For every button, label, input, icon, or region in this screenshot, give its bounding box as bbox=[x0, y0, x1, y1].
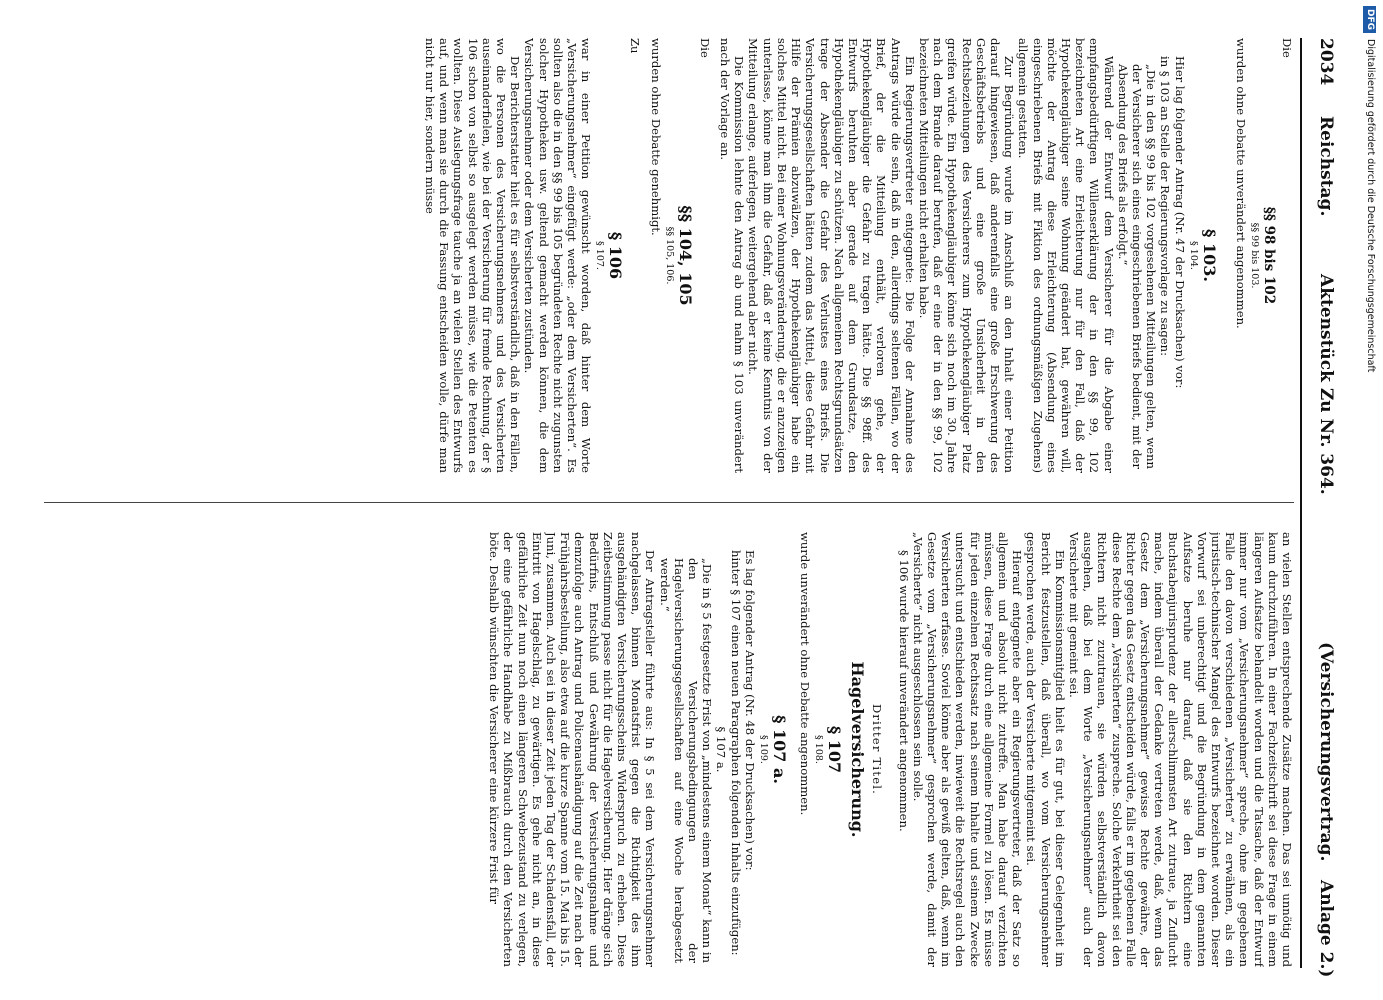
dfg-logo: DFG bbox=[1363, 6, 1376, 33]
digitization-credit bbox=[1362, 6, 1378, 996]
paragraph: Ein Kommissionsmitglied hielt es für gut, bei dieser Gelegenheit im Bericht festzustellen, daß überall, wo vom Versicherungsnehmer gesprochen werde, auch der Versicherte mitgemeint sei. bbox=[1024, 532, 1067, 967]
section-heading: §§ 104, 105 bbox=[675, 205, 695, 306]
left-column bbox=[44, 38, 1294, 473]
paragraph: Zur Begründung wurde im Anschluß an den Inhalt einer Petition darauf hingewiesen, daß anderenfalls eine große Erschwerung des Geschäftsbetriebs und eine große Unsicherheit in den Rechtsbeziehungen des Versicherers zum Hypothekengläubiger Platz greifen würde. Ein Hypothekengläubiger könne sich noch im 30. Jahre nach dem Brande darauf berufen, daß er eine der in den §§ 99, 102 bezeichneten Mitteilungen nicht erhalten habe. bbox=[916, 38, 1017, 473]
right-column bbox=[44, 532, 1294, 967]
section-reference: § 107. bbox=[594, 241, 606, 270]
page-number: 2034 bbox=[1316, 38, 1336, 86]
header-center-title: Aktenstück Zu Nr. 364. bbox=[1316, 274, 1336, 495]
paragraph: Die Kommission lehnte den Antrag ab und nahm § 103 unverändert nach der Vorlage an. bbox=[718, 38, 747, 473]
title-label: Dritter Titel. bbox=[870, 703, 885, 796]
paragraph: Die bbox=[1280, 38, 1294, 58]
paragraph: war in einer Petition gewünscht worden, daß hinter dem Worte „Versicherungsnehmer“ eingefügt werde: „oder dem Versicherten“. Es sollten also die in den §§ 99 bis 105 begründeten Rechte nicht zugunsten solcher Hypotheken usw. geltend gemacht werden können, die dem Versicherungsnehmer oder dem Versicherten zustünden. bbox=[522, 38, 594, 473]
header-annex: Anlage 2.) bbox=[1316, 880, 1336, 978]
quotation: „Die in den §§ 99 bis 102 vorgesehenen Mitteilungen gelten, wenn der Versicherer sich eines eingeschriebenen Briefs bedient, mit der Absendung des Briefs als erfolgt.“ bbox=[1115, 64, 1159, 469]
header-left-title: Reichstag. bbox=[1316, 116, 1336, 217]
rotated-document-page bbox=[40, 38, 1340, 978]
paragraph: Der Antragsteller führte aus: In § 5 sei dem Versicherungsnehmer nachgelassen, binnen Monatsfrist gegen die Richtigkeit des ihm ausgehändigten Versicherungsscheins Widerspruch zu erheben. Diese Zeitbestimmung passe nicht für die Hagelversicherung. Hier dränge sich Bedürfnis, Entschluß und Gewährung der Versicherungsnahme und demzufolge auch Antrag und Policenaushändigung auf die Zeit nach der Frühjahrsbestellung, also etwa auf die kurze Spanne vom 15. Mai bis 15. Juni, zusammen. Auch sei in dieser Zeit jeden Tag der Schadensfall, der Eintritt von Hagelschlag, zu gewärtigen. Es gehe nicht an, in diese gefährliche Zeit nun noch einen längeren Schwebezustand zu verlegen, der eine gefährliche Handhabe zu Mißbrauch durch den Versicherten böte. Deshalb wünschten die Versicherer eine kürzere Frist für bbox=[487, 532, 658, 967]
section-reference: § 109. bbox=[757, 735, 769, 764]
section-reference: §§ 99 bis 103. bbox=[1248, 222, 1260, 289]
paragraph: wurden ohne Debatte genehmigt. bbox=[648, 38, 663, 236]
quote-reference: § 107 a. bbox=[714, 726, 729, 773]
quotation: „Die in § 5 festgesetzte Frist von „mindestens einem Monat“ kann in den Versicherungsbedingungen der Hagelversicherungsgesellschaften auf eine Woche herabgesetzt werden.“ bbox=[657, 558, 715, 963]
running-header bbox=[1306, 38, 1340, 978]
paragraph: Der Berichterstatter hielt es für selbstverständlich, daß in den Fällen, wo die Personen des Versicherungsnehmers und des Versicherten auseinanderfielen, wie bei der Versicherung für fremde Rechnung, der § 106 schon von selbst so ausgelegt werden müsse, wie die Petenten es wollten. Diese Auslegungsfrage tauche ja an vielen Stellen des Entwurfs auf, und wenn man sie durch die Fassung entscheiden wolle, dürfe man nicht nur hier, sondern müsse bbox=[423, 38, 523, 473]
title-name: Hagelversicherung. bbox=[848, 661, 868, 838]
paragraph: Die bbox=[697, 38, 712, 58]
paragraph: Hier lag folgender Antrag (Nr. 47 der Drucksachen) vor: bbox=[1172, 56, 1187, 389]
paragraph: Ein Regierungsvertreter entgegnete: Die Folge der Annahme des Antrags würde die sein, daß in den, allerdings seltenen Fällen, wo der Brief, der die Mitteilung enthält, verloren gehe, der Hypothekengläubiger die Gefahr zu tragen hätte. Die §§ 98ff. des Entwurfs beruhten aber gerade auf dem Grundsatze, den Hypothekengläubiger zu schützen. Nach allgemeinen Rechtsgrundsätzen trage der Absender die Gefahr des Verlustes eines Briefs. Die Versicherungsgesellschaften hätten zudem das Mittel, diese Gefahr mit Hilfe der Prämien abzuwälzen, der Hypothekengläubiger habe ein solches Mittel nicht. Bei einer Wohnungsveränderung, die er anzuzeigen unterlasse, könne man ihm die Gefahr, daß er keine Kenntnis von der Mitteilung erlange, auferlegen, weitergehend aber nicht. bbox=[746, 38, 917, 473]
paragraph: wurde unverändert ohne Debatte angenommen. bbox=[798, 532, 813, 816]
section-heading: § 106 bbox=[606, 231, 626, 280]
section-heading: § 103. bbox=[1199, 229, 1219, 282]
header-rule bbox=[1300, 38, 1302, 968]
header-right-title: (Versicherungsvertrag. bbox=[1316, 642, 1336, 862]
section-heading: § 107 bbox=[825, 725, 845, 774]
paragraph: § 106 wurde hierauf unverändert angenommen. bbox=[896, 550, 911, 832]
paragraph: Zu bbox=[628, 38, 643, 54]
section-reference: § 104. bbox=[1187, 241, 1199, 270]
paragraph: Hierauf entgegnete aber ein Regierungsvertreter, daß der Satz so allgemein und absolut nicht zutreffe. Man habe darauf verzichten müssen, diese Frage durch eine allgemeine Formel zu lösen. Es müsse für jeden einzelnen Rechtssatz nach seinem Inhalte und seinem Zwecke untersucht und entschieden werden, inwieweit die Rechtsregel auch den Versicherten erfasse. Soviel könne aber als gewiß gelten, daß, wenn im Gesetze vom „Versicherungsnehmer“ gesprochen werde, damit der „Versicherte“ nicht ausgeschlossen sein solle. bbox=[910, 532, 1025, 967]
paragraph: an vielen Stellen entsprechende Zusätze machen. Das sei unnötig und kaum durchzuführen. In einer Fachzeitschrift sei diese Frage in einem längeren Aufsatze behandelt worden und die Tatsache, daß der Entwurf immer nur vom „Versicherungsnehmer“ spreche, ohne im gegebenen Falle den davon verschiedenen „Versicherten“ zu erwähnen, als ein juristisch-technischer Mangel des Entwurfs bezeichnet worden. Dieser Vorwurf sei unberechtigt und die Begründung in dem genannten Aufsatze beruhe nur darauf, daß sie den Richtern eine Buchstabenjurisprudenz der allerschlimmsten Art zutraue, ja Zuflucht mache, indem überall der Gedanke vertreten werde, daß, wenn das Gesetz dem „Versicherungsnehmer“ gewisse Rechte gewähre, der Richter gegen das Gesetz entscheiden würde, falls er im gegebenen Falle diese Rechte dem „Versicherten“ zuspreche. Solche Verkehrtheit sei den Richtern nicht zuzutrauen, sie würden selbstverständlich davon ausgehen, daß bei dem Worte „Versicherungsnehmer“ auch der Versicherte mit gemeint sei. bbox=[1066, 532, 1294, 967]
paragraph: in § 103 an Stelle der Regierungsvorlage zu sagen: bbox=[1158, 56, 1173, 357]
section-reference: § 108. bbox=[813, 735, 825, 764]
paragraph: Während der Entwurf dem Versicherer für die Abgabe einer empfangsbedürftigen Willenserklärung der in den §§ 99, 102 bezeichneten Art eine Erleichterung nur für den Fall, daß der Hypothekengläubiger seine Wohnung geändert hat, gewähren will, möchte der Antrag diese Erleichterung (Absendung eines eingeschriebenen Briefs mit Fiktion des ordnungsmäßigen Zugehens) allgemein gestatten. bbox=[1016, 38, 1116, 473]
paragraph: wurden ohne Debatte unverändert angenommen. bbox=[1233, 38, 1248, 329]
section-reference: §§ 105, 106. bbox=[663, 226, 675, 285]
paragraph: Es lag folgender Antrag (Nr. 48 der Drucksachen) vor: bbox=[742, 550, 757, 871]
section-heading: § 107 a. bbox=[769, 715, 789, 784]
paragraph: hinter § 107 einen neuen Paragraphen folgenden Inhalts einzufügen: bbox=[728, 550, 743, 956]
column-divider bbox=[44, 502, 1294, 503]
section-heading: §§ 98 bis 102 bbox=[1260, 206, 1277, 305]
credit-text: Digitalisierung gefördert durch die Deutsche Forschungsgemeinschaft bbox=[1365, 39, 1376, 373]
